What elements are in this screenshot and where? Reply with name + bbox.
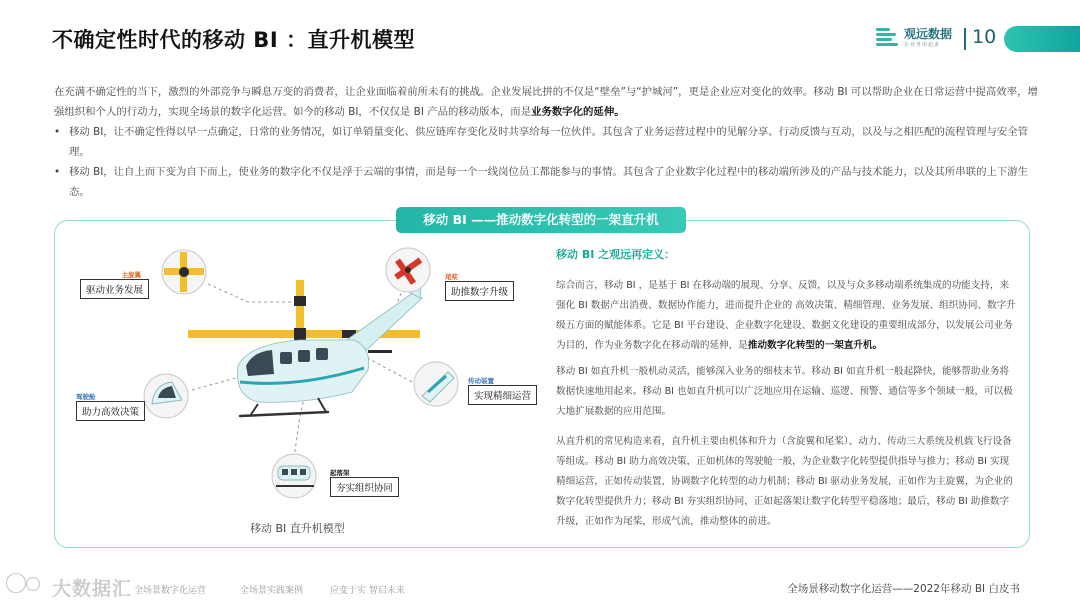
callout-transmission: [468, 376, 537, 405]
watermark-logo-icon: [6, 573, 26, 593]
connector-main-rotor: [208, 284, 300, 302]
paragraph-text: 从直升机的常见构造来看，直升机主要由机体和升力（含旋翼和尾桨）、动力、传动三大系统及机载飞行设备等组成。移动 BI 助力高效决策，正如机体的驾驶舱一般，为企业数字化转型提供指导与推力；移动 BI 实现精细运营，正如传动装置，协调数字化转型的动力机制；移动 BI 驱动业务发展，正如作为主旋翼，为企业的数字化转型提供升力；移动 BI 夯实组织协同，正如起落架让数字化转型平稳落地；最后，移动 BI 助推数字升级，正如作为尾桨，形成气流，推动整体的前进。: [556, 436, 1013, 527]
definition-title: 移动 BI 之观远再定义：: [556, 248, 676, 261]
bullet-item: [54, 122, 1039, 162]
diagram-caption: 移动 BI 直升机模型: [250, 522, 345, 535]
connector-transmission: [364, 356, 412, 382]
brand-logo: [876, 26, 952, 50]
bullet-item: [54, 162, 1039, 202]
footer-nav-item[interactable]: 应变于实 智启未来: [330, 586, 405, 596]
callout-label: 助推数字升级: [445, 281, 514, 301]
watermark-logo-icon: [26, 577, 40, 591]
watermark: 大数据汇: [52, 578, 133, 600]
bullet-marker: •: [54, 126, 61, 138]
intro-emphasis: 业务数字化的延伸。: [531, 106, 625, 118]
page-number: 10: [972, 26, 997, 48]
callout-tail: [445, 272, 514, 301]
header-divider: [964, 28, 966, 50]
footer-doc-title: 全场景移动数字化运营——2022年移动 BI 白皮书: [787, 583, 1020, 595]
brand-slogan: 让业务用起来: [904, 41, 941, 48]
brand-name: 观远数据: [904, 26, 953, 41]
definition-paragraph: [556, 276, 1016, 356]
callout-label: 驱动业务发展: [80, 279, 149, 299]
callout-cockpit: [76, 392, 145, 421]
footer-nav-item[interactable]: 全场景实践案例: [240, 586, 304, 596]
thumb-main-rotor-icon: [162, 250, 206, 294]
thumb-tail-icon: [386, 248, 430, 292]
bullet-text: 移动 BI，让自上而下变为自下而上，使业务的数字化不仅是浮于云端的事情，而是每一个一线岗位员工都能参与的事情。其包含了企业数字化过程中的移动端所涉及的产品与技术能力，以及其所串联的上下游生态。: [69, 166, 1029, 198]
thumb-landing-gear-icon: [272, 454, 316, 498]
callout-main-rotor: [80, 270, 149, 299]
callout-landing-gear: [330, 468, 399, 497]
definition-paragraph: [556, 432, 1016, 532]
callout-label: 实现精细运营: [468, 385, 537, 405]
callout-tag: 传动装置: [468, 377, 494, 385]
thumb-cockpit-icon: [144, 374, 188, 418]
intro-paragraph: [54, 82, 1039, 122]
connector-landing: [294, 398, 304, 458]
callout-label: 助力高效决策: [76, 401, 145, 421]
bullet-marker: •: [54, 166, 61, 178]
callout-tag: 起落架: [330, 469, 350, 477]
panel-tab-title: 移动 BI ——推动数字化转型的一架直升机: [396, 207, 686, 233]
intro-text: 在充满不确定性的当下，激烈的外部竞争与瞬息万变的消费者，让企业面临着前所未有的挑战。企业发展比拼的不仅是“壁垒”与“护城河”，更是企业应对变化的效率。移动 BI 可以帮助企业在日常运营中提高效率，增强组织和个人的行动力，实现全场景的数字化运营。如今的移动 BI，不仅仅是 BI 产品的移动版本，而是: [54, 86, 1038, 118]
callout-tag: 主旋翼: [121, 271, 142, 279]
definition-paragraph: [556, 362, 1016, 422]
header-accent-bar: [1004, 26, 1080, 52]
paragraph-emphasis: 推动数字化转型的一架直升机。: [747, 340, 883, 351]
paragraph-text: 移动 BI 如直升机一般机动灵活，能够深入业务的细枝末节。移动 BI 如直升机一般起降快，能够帮助业务将数据快速地用起来。移动 BI 也如直升机可以广泛地应用在运输、巡逻、预警、通信等多个领域一般，可以极大地扩展数据的应用范围。: [556, 366, 1013, 417]
callout-tag: 驾驶舱: [76, 393, 96, 401]
brand-mark-icon: [876, 26, 898, 50]
footer-nav-item[interactable]: 全场景数字化运营: [134, 586, 207, 596]
callout-tag: 尾桨: [445, 273, 458, 281]
thumb-transmission-icon: [414, 362, 458, 406]
connector-cockpit: [192, 378, 236, 390]
paragraph-text: 综合而言，移动 BI ，是基于 BI 在移动端的展现、分享、反馈，以及与众多移动端系统集成的功能支持，来强化 BI 数据产出消费、数据协作能力，进而提升企业的 高效决策、精细管理、业务发展、组织协同、数字升级五方面的赋能体系。它是 BI 平台建设、企业数字化建设、数据文化建设的重要组成部分，以发展公司业务为目的，作为业务数字化在移动端的延伸，是: [556, 280, 1016, 351]
callout-label: 夯实组织协同: [330, 477, 399, 497]
bullet-text: 移动 BI，让不确定性得以早一点确定，日常的业务情况，如订单销量变化、供应链库存变化及时共享给每一位伙伴。其包含了业务运营过程中的见解分享、行动反馈与互动，以及与之相匹配的流程管理与安全管理。: [69, 126, 1029, 158]
page-title: 不确定性时代的移动 BI ：直升机模型: [52, 28, 415, 52]
